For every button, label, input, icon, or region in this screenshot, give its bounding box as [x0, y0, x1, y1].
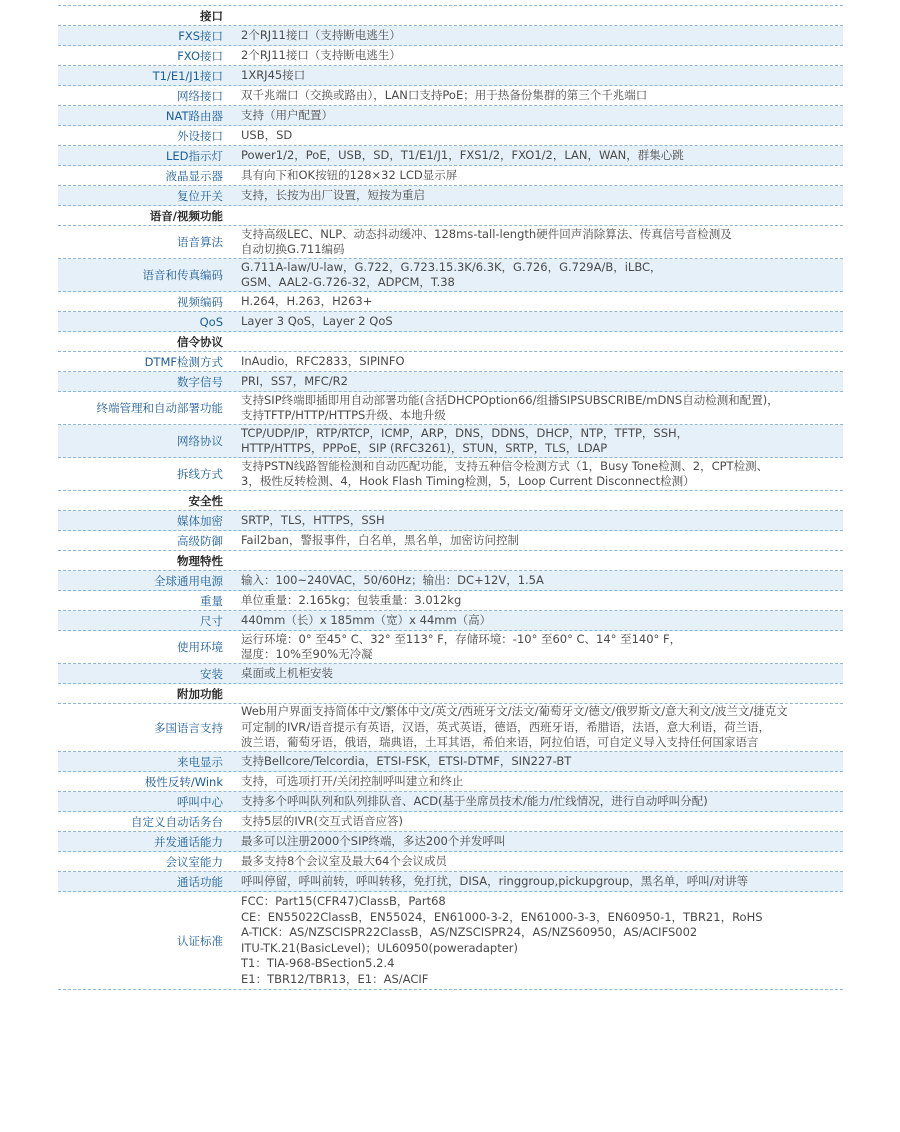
section-title: 语音/视频功能: [149, 209, 223, 223]
spec-label: 终端管理和自动部署功能: [96, 401, 223, 415]
spec-row: [58, 571, 843, 591]
spec-value-line: 2个RJ11接口（支持断电逃生）: [241, 47, 401, 62]
spec-label: 尺寸: [200, 613, 223, 628]
spec-value-line: 运行环境：0° 至45° C、32° 至113° F，存储环境：-10° 至60° C、14° 至140° F，: [241, 631, 682, 646]
spec-value: [233, 372, 843, 391]
spec-row: [58, 852, 843, 872]
spec-row: [58, 531, 843, 551]
spec-value-line: G.711A-law/U-law，G.722，G.723.15.3K/6.3K，G.726，G.729A/B，iLBC，: [241, 259, 662, 274]
spec-value: [233, 226, 843, 258]
spec-value: [233, 832, 843, 851]
section-title: 接口: [200, 9, 223, 23]
spec-value-line: 440mm（长）x 185mm（宽）x 44mm（高）: [241, 612, 492, 627]
spec-value: [233, 66, 843, 85]
spec-value: [233, 352, 843, 371]
spec-value-line: 输入：100~240VAC，50/60Hz；输出：DC+12V，1.5A: [241, 572, 544, 587]
spec-value-line: E1：TBR12/TBR13，E1：AS/ACIF: [241, 971, 429, 986]
spec-row: [58, 126, 843, 146]
spec-label: 复位开关: [177, 188, 223, 203]
spec-label: 呼叫中心: [177, 794, 223, 809]
spec-value: [233, 126, 843, 145]
spec-value: [233, 86, 843, 105]
spec-value-line: 湿度：10%至90%无冷凝: [241, 647, 373, 661]
spec-value-line: 支持（用户配置）: [241, 107, 333, 122]
spec-value-line: ITU-TK.21(BasicLevel)；UL60950(poweradapter): [241, 940, 518, 955]
spec-value-line: 波兰语，葡萄牙语，俄语，瑞典语，土耳其语，希伯来语，阿拉伯语，可自定义导入支持任何国家语言: [241, 735, 759, 750]
spec-row: [58, 752, 843, 772]
spec-row: [58, 292, 843, 312]
spec-row: [58, 226, 843, 259]
section-title: 附加功能: [177, 687, 223, 701]
spec-value-line: 双千兆端口（交换或路由），LAN口支持PoE；用于热备份集群的第三个千兆端口: [241, 87, 648, 102]
spec-value: [233, 46, 843, 65]
spec-label: 并发通话能力: [154, 834, 223, 849]
spec-value: [233, 631, 843, 663]
spec-row: [58, 772, 843, 792]
spec-value: [233, 752, 843, 771]
spec-value: [233, 892, 843, 989]
spec-value: [233, 704, 843, 751]
spec-label: 媒体加密: [177, 513, 223, 528]
spec-row: [58, 352, 843, 372]
spec-row: [58, 66, 843, 86]
spec-value: [233, 166, 843, 185]
spec-value: [233, 531, 843, 550]
spec-label: 会议室能力: [165, 854, 223, 869]
spec-value-line: Power1/2，PoE，USB，SD，T1/E1/J1，FXS1/2，FXO1/2，LAN，WAN，群集心跳: [241, 147, 684, 162]
section-title: 物理特性: [177, 554, 223, 568]
section-title: 信令协议: [177, 335, 223, 349]
section-header: [58, 551, 843, 571]
spec-value-line: GSM、AAL2-G.726-32，ADPCM，T.38: [241, 275, 455, 289]
spec-row: [58, 86, 843, 106]
spec-value: [233, 571, 843, 590]
spec-label: 重量: [200, 593, 223, 608]
spec-value-line: 支持Bellcore/Telcordia，ETSI-FSK，ETSI-DTMF，SIN227-BT: [241, 753, 572, 768]
spec-value-line: 具有向下和OK按钮的128×32 LCD显示屏: [241, 167, 458, 182]
spec-label: FXO接口: [177, 48, 223, 63]
spec-value-line: H.264，H.263，H263+: [241, 293, 373, 308]
spec-label: NAT路由器: [165, 108, 223, 123]
spec-value-line: 自动切换G.711编码: [241, 242, 345, 256]
spec-value: [233, 852, 843, 871]
spec-value: [233, 611, 843, 630]
spec-value-line: CE：EN55022ClassB，EN55024，EN61000-3-2，EN61000-3-3，EN60950-1，TBR21，RoHS: [241, 909, 763, 924]
spec-label: FXS接口: [178, 28, 223, 43]
spec-row: [58, 892, 843, 990]
spec-label: 网络协议: [177, 434, 223, 448]
spec-value: [233, 259, 843, 291]
spec-value: [233, 26, 843, 45]
spec-label: LED指示灯: [165, 148, 223, 163]
spec-row: [58, 312, 843, 332]
spec-label: 自定义自动话务台: [131, 814, 223, 829]
spec-row: [58, 792, 843, 812]
spec-value: [233, 392, 843, 424]
spec-row: [58, 186, 843, 206]
spec-value-line: 支持多个呼叫队列和队列排队音、ACD(基于坐席员技术/能力/忙线情况，进行自动呼叫分配): [241, 793, 708, 808]
spec-value-line: 支持5层的IVR(交互式语音应答): [241, 813, 404, 828]
spec-value-line: 可定制的IVR/语音提示有英语，汉语，英式英语，德语，西班牙语，希腊语，法语，意大利语，荷兰语，: [241, 719, 771, 734]
spec-value: [233, 792, 843, 811]
spec-table: [58, 0, 843, 990]
spec-value: [233, 106, 843, 125]
spec-value-line: 支持，长按为出厂设置，短按为重启: [241, 187, 425, 202]
spec-value: [233, 812, 843, 831]
spec-row: [58, 46, 843, 66]
spec-value-line: 3，极性反转检测、4，Hook Flash Timing检测，5，Loop Current Disconnect检测）: [241, 474, 695, 488]
section-header: [58, 6, 843, 26]
section-header: [58, 684, 843, 704]
spec-value-line: T1：TIA-968-BSection5.2.4: [241, 956, 395, 970]
section-header: [58, 491, 843, 511]
spec-row: [58, 872, 843, 892]
spec-value-line: 呼叫停留，呼叫前转，呼叫转移，免打扰，DISA，ringgroup,pickupgroup，黑名单，呼叫/对讲等: [241, 873, 749, 888]
spec-label: 通话功能: [177, 874, 223, 889]
spec-label: 来电显示: [177, 754, 223, 769]
spec-value: [233, 872, 843, 891]
spec-value-line: TCP/UDP/IP，RTP/RTCP，ICMP，ARP，DNS，DDNS，DHCP，NTP，TFTP，SSH，: [241, 425, 689, 440]
spec-value: [233, 292, 843, 311]
spec-row: [58, 812, 843, 832]
spec-label: 多国语言支持: [154, 720, 223, 735]
spec-row: [58, 26, 843, 46]
spec-value: [233, 425, 843, 457]
spec-value-line: 支持PSTN线路智能检测和自动匹配功能，支持五种信令检测方式（1，Busy Tone检测、2，CPT检测、: [241, 458, 769, 473]
spec-value-line: SRTP，TLS，HTTPS，SSH: [241, 512, 385, 527]
spec-value-line: 最多支持8个会议室及最大64个会议成员: [241, 853, 447, 868]
spec-value-line: 桌面或上机柜安装: [241, 665, 333, 680]
spec-value: [233, 186, 843, 205]
spec-value-line: PRI，SS7，MFC/R2: [241, 373, 348, 388]
spec-label: 全球通用电源: [154, 573, 223, 588]
spec-label: 安装: [200, 666, 223, 681]
spec-row: [58, 425, 843, 458]
spec-value-line: Layer 3 QoS，Layer 2 QoS: [241, 313, 393, 328]
section-header: [58, 206, 843, 226]
spec-label: QoS: [199, 314, 223, 329]
section-title: 安全性: [188, 494, 223, 508]
spec-value-line: 2个RJ11接口（支持断电逃生）: [241, 27, 401, 42]
spec-row: [58, 458, 843, 491]
spec-value-line: 支持，可选项打开/关闭控制呼叫建立和终止: [241, 773, 464, 788]
spec-value-line: FCC：Part15(CFR47)ClassB，Part68: [241, 894, 446, 908]
spec-label: 使用环境: [177, 640, 223, 654]
spec-row: [58, 106, 843, 126]
spec-row: [58, 664, 843, 684]
spec-value: [233, 591, 843, 610]
spec-row: [58, 259, 843, 292]
spec-row: [58, 372, 843, 392]
spec-row: [58, 832, 843, 852]
spec-value: [233, 458, 843, 490]
spec-value-line: HTTP/HTTPS，PPPoE，SIP (RFC3261)，STUN，SRTP，TLS，LDAP: [241, 441, 608, 455]
spec-label: 语音算法: [177, 235, 223, 249]
spec-value: [233, 312, 843, 331]
spec-row: [58, 146, 843, 166]
spec-row: [58, 166, 843, 186]
spec-value-line: 单位重量：2.165kg；包装重量：3.012kg: [241, 592, 462, 607]
spec-label: 视频编码: [177, 294, 223, 309]
section-header: [58, 332, 843, 352]
spec-label: 极性反转/Wink: [144, 774, 223, 789]
spec-label: 语音和传真编码: [142, 268, 223, 282]
spec-row: [58, 704, 843, 752]
spec-label: T1/E1/J1接口: [152, 68, 223, 83]
spec-value-line: 最多可以注册2000个SIP终端，多达200个并发呼叫: [241, 833, 506, 848]
spec-label: 高级防御: [177, 533, 223, 548]
spec-value-line: 支持TFTP/HTTP/HTTPS升级、本地升级: [241, 408, 446, 422]
spec-row: [58, 511, 843, 531]
spec-label: 拆线方式: [177, 467, 223, 481]
spec-label: 数字信号: [177, 374, 223, 389]
spec-value: [233, 772, 843, 791]
spec-row: [58, 631, 843, 664]
spec-value-line: 1XRJ45接口: [241, 67, 306, 82]
spec-value-line: Web用户界面支持简体中文/繁体中文/英文/西班牙文/法文/葡萄牙文/德文/俄罗斯文/意大利文/波兰文/捷克文: [241, 704, 788, 719]
spec-value: [233, 511, 843, 530]
spec-value: [233, 146, 843, 165]
spec-value-line: Fail2ban，警报事件，白名单，黑名单，加密访问控制: [241, 532, 519, 547]
spec-label: DTMF检测方式: [144, 354, 223, 369]
spec-label: 液晶显示器: [165, 168, 223, 183]
spec-value: [233, 664, 843, 683]
spec-value-line: 支持SIP终端即插即用自动部署功能(含括DHCPOption66/组播SIPSUBSCRIBE/mDNS自动检测和配置)，: [241, 392, 779, 407]
spec-row: [58, 591, 843, 611]
spec-label: 外设接口: [177, 128, 223, 143]
spec-row: [58, 392, 843, 425]
spec-value-line: InAudio，RFC2833，SIPINFO: [241, 353, 405, 368]
spec-value-line: 支持高级LEC、NLP、动态抖动缓冲、128ms-tall-length硬件回声消除算法、传真信号音检测及: [241, 226, 732, 241]
spec-value-line: A-TICK：AS/NZSCISPR22ClassB，AS/NZSCISPR24，AS/NZS60950，AS/ACIFS002: [241, 925, 698, 939]
spec-row: [58, 611, 843, 631]
spec-label: 认证标准: [177, 933, 223, 948]
spec-label: 网络接口: [177, 88, 223, 103]
spec-value-line: USB，SD: [241, 127, 293, 142]
